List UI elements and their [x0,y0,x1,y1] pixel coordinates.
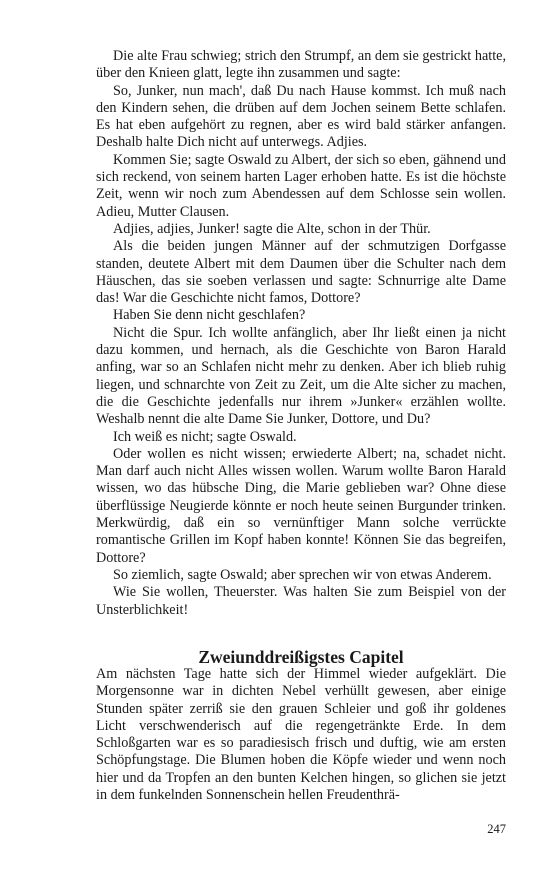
body-text-upper [96,48,506,619]
paragraph: Nicht die Spur. Ich wollte anfänglich, aber Ihr ließt einen ja nicht dazu kommen, und hernach, als die Geschichte von Baron Harald anfing, war so an Schlafen nicht mehr zu denken. Aber ich blieb ruhig liegen, und schnarchte von Zeit zu Zeit, um die Alte sicher zu machen, die die Geschichte jedenfalls nur ihrem »Junker« erzählen wollte. Weshalb nennt die alte Dame Sie Junker, Dottore, und Du? [96,324,506,428]
paragraph: Die alte Frau schwieg; strich den Strumpf, an dem sie gestrickt hatte, über den Knieen glatt, legte ihn zusammen und sagte: [96,48,506,82]
paragraph: Adjies, adjies, Junker! sagte die Alte, schon in der Thür. [113,220,431,237]
chapter-title: Zweiunddreißigstes Capitel [198,647,404,667]
paragraph: Wie Sie wollen, Theuerster. Was halten Sie zum Beispiel von der Unsterblichkeit! [96,584,506,618]
paragraph: Kommen Sie; sagte Oswald zu Albert, der sich so eben, gähnend und sich reckend, von seinem harten Lager erhoben hatte. Es ist die höchste Zeit, wenn wir noch zum Abendessen auf dem Schlosse sein wollen. Adieu, Mutter Clausen. [96,151,506,220]
paragraph: So ziemlich, sagte Oswald; aber sprechen wir von etwas Anderem. [113,566,492,583]
paragraph: So, Junker, nun mach', daß Du nach Hause kommst. Ich muß nach den Kindern sehen, die drüben auf dem Jochen seinem Bette schlafen. Es hat eben aufgehört zu regnen, aber es wird bald stärker anfangen. Deshalb halte Dich nicht auf unterwegs. Adjies. [96,82,506,151]
paragraph: Oder wollen es nicht wissen; erwiederte Albert; na, schadet nicht. Man darf auch nicht Alles wissen wollen. Warum wollte Baron Harald wissen, wo das hübsche Ding, die Marie geblieben war? Ohne diese überflüssige Neugierde könnte er noch heute seinen Burgunder trinken. Merkwürdig, daß ein so vernünftiger Mann solche verrückte romantische Grillen im Kopf haben konnte! Können Sie das begreifen, Dottore? [96,445,506,566]
page-number: 247 [487,822,506,836]
body-text-lower [96,666,506,804]
paragraph: Am nächsten Tage hatte sich der Himmel wieder aufgeklärt. Die Morgensonne war in dichten Nebel verhüllt gewesen, aber einige Stunden später zerriß sie den grauen Schleier und goß ihr goldenes Licht verschwenderisch auf die regengetränkte Erde. In dem Schloßgarten war es so paradiesisch frisch und duftig, wie am ersten Schöpfungstage. Die Blumen hoben die Köpfe wieder und wenn noch hier und da Tropfen an den bunten Kelchen hingen, so glichen sie jetzt in dem funkelnden Sonnenschein hellen Freudenthrä- [96,666,506,804]
paragraph: Ich weiß es nicht; sagte Oswald. [113,428,297,445]
paragraph: Als die beiden jungen Männer auf der schmutzigen Dorfgasse standen, deutete Albert mit dem Daumen über die Schulter nach dem Häuschen, das sie soeben verlassen und sagte: Schnurrige alte Dame das! War die Geschichte nicht famos, Dottore? [96,238,506,307]
paragraph: Haben Sie denn nicht geschlafen? [113,307,306,324]
